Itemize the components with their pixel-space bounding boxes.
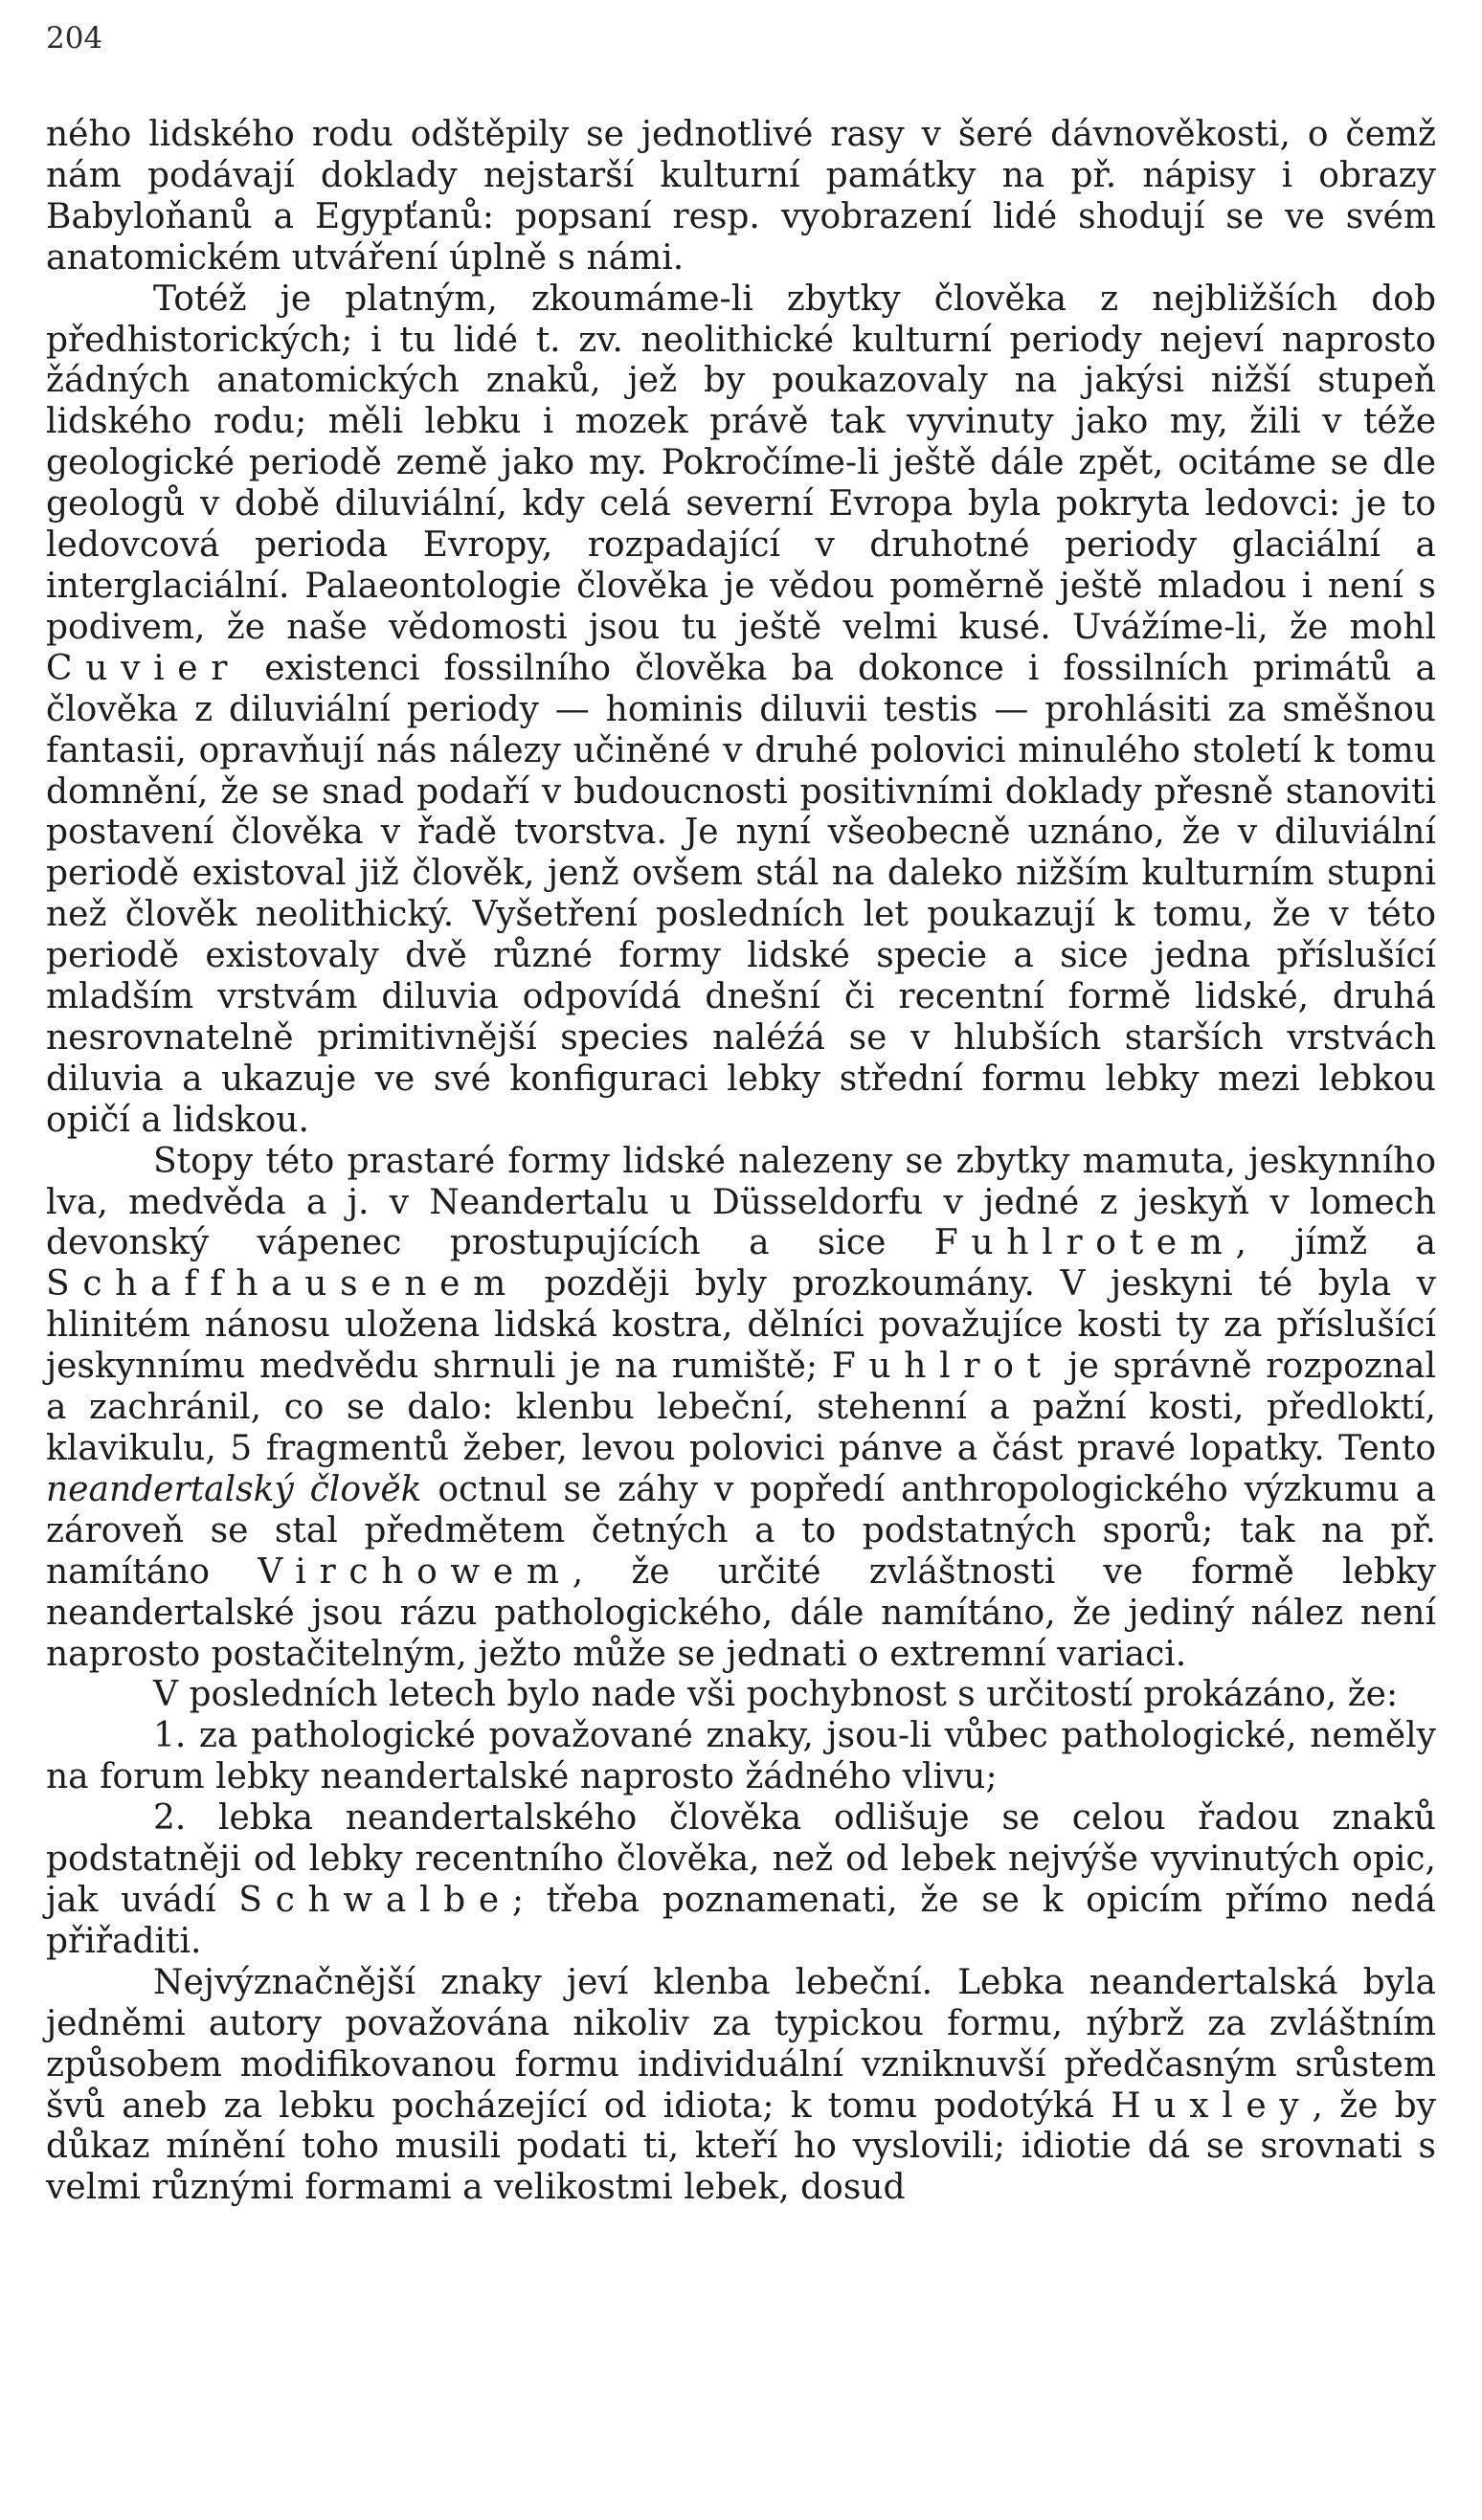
paragraph (46, 1798, 1436, 1963)
spaced-name: Cuvier (46, 648, 241, 688)
text-segment: octnul se záhy v popředí anthropologického výzkumu a zároveň se stal předmětem četných a to podstatných sporů; tak na př. namítáno (46, 1469, 1436, 1592)
text-segment: 2. lebka neandertalského člověka odlišuje se celou řadou znaků podstatněji od lebky recentního člověka, než od lebek nejvýše vyvinutých opic, jak uvádí (46, 1798, 1436, 1920)
spaced-name: Virchowem (258, 1551, 573, 1592)
paragraph (46, 1963, 1436, 2209)
text-segment: později byly prozkoumány. V jeskyni té byla v hlinitém nánosu uložena lidská kostra, dělníci považujíce kosti ty za příslušící jeskynnímu medvědu shrnuli je na rumiště; (46, 1264, 1436, 1387)
paragraph (46, 1142, 1436, 1676)
text-segment: ného lidského rodu odštěpily se jednotlivé rasy v šeré dávnověkosti, o čemž nám podávají doklady nejstarší kulturní památky na př. nápisy i obrazy Babyloňanů a Egypťanů: popsaní resp. vyobrazení lidé shodují se ve svém anatomickém utváření úplně s námi. (46, 115, 1436, 278)
text-segment: je správně rozpoznal a zachránil, co se dalo: klenbu lebeční, stehenní a pažní kosti, předloktí, klavikulu, 5 fragmentů žeber, levou polovici pánve a část pravé lopatky. Tento (46, 1347, 1437, 1468)
spaced-name: Schwalbe (238, 1880, 512, 1920)
text-segment: Totéž je platným, zkoumáme-li zbytky člověka z nejbližších dob předhistorických; i tu lidé t. zv. neolithické kulturní periody nejeví naprosto žádných anatomických znaků, jež by poukazovaly na jakýsi nižší stupeň lidského rodu; měli lebku i mozek právě tak vyvinuty jako my, žili v téže geologické periodě země jako my. Pokročíme-li ještě dále zpět, ocitáme se dle geologů v době diluviální, kdy celá severní Evropa byla pokryta ledovci: je to ledovcová perioda Evropy, rozpadající v druhotné periody glaciální a interglaciální. Palaeontologie člověka je vědou poměrně ještě mladou i není s podivem, že naše vědomosti jsou tu ještě velmi kusé. Uvážíme-li, že mohl (46, 279, 1436, 647)
paragraph (46, 115, 1436, 279)
text-segment: ; třeba poznamenati, že se k opicím přímo nedá přiřaditi. (46, 1880, 1436, 1961)
text-segment: , jímž a (1235, 1223, 1436, 1263)
text-segment: Stopy této prastaré formy lidské nalezeny se zbytky mamuta, jeskynního lva, medvěda a j. v Neandertalu u Düsseldorfu v jedné z jeskyň v lomech devonský vápenec prostupujících a sice (46, 1141, 1436, 1263)
paragraph (46, 1716, 1436, 1798)
text-segment: existenci fossilního člověka ba dokonce i fossilních primátů a člověka z diluviální periody — hominis diluvii testis — prohlásiti za směšnou fantasii, opravňují nás nálezy učiněné v druhé polovici minulého století k tomu domnění, že se snad podaří v budoucnosti positivními doklady přesně stanoviti postavení člověka v řadě tvorstva. Je nyní všeobecně uznáno, že v diluviální periodě existoval již člověk, jenž ovšem stál na daleko nižším kulturním stupni než člověk neolithický. Vyšetření posledních let poukazují k tomu, že v této periodě existovaly dvě různé formy lidské specie a sice jedna příslušící mladším vrstvám diluvia odpovídá dnešní či recentní formě lidské, druhá nesrovnatelně primitivnější species naléźá se v hlubších starších vrstvách diluvia a ukazuje ve své konfiguraci lebky střední formu lebky mezi lebkou opičí a lidskou. (46, 648, 1436, 1140)
paragraph (46, 279, 1436, 1142)
text-segment: 1. za pathologické považované znaky, jsou-li vůbec pathologické, neměly na forum lebky neandertalské naprosto žádného vlivu; (46, 1716, 1436, 1797)
text-segment: , že určité zvláštnosti ve formě lebky neandertalské jsou rázu pathologického, dále namítáno, že jediný nález není naprosto postačitelným, ježto může se jednati o extremní variaci. (46, 1551, 1437, 1674)
spaced-name: Fuhlrotem (933, 1223, 1236, 1263)
paragraph (46, 1675, 1436, 1716)
spaced-name: Schaffhausenem (46, 1264, 519, 1305)
page-number: 204 (46, 21, 103, 56)
text-segment: Nejvýznačnější znaky jeví klenba lebeční. Lebka neandertalská byla jedněmi autory považována nikoliv za typickou formu, nýbrž za zvláštním způsobem modifikovanou formu individuální vzniknuvší předčasným srůstem švů aneb za lebku pocházející od idiota; k tomu podotýká (46, 1962, 1436, 2126)
text-segment: , že by důkaz mínění toho musili podati ti, kteří ho vyslovili; idiotie dá se srovnati s velmi různými formami a velikostmi lebek, dosud (46, 2085, 1437, 2208)
spaced-name: Huxley (1111, 2085, 1313, 2126)
text-segment: V posledních letech bylo nade vši pochybnost s určitostí prokázáno, že: (153, 1675, 1399, 1715)
spaced-name: Fuhlrot (831, 1347, 1054, 1387)
emphasized-term: neandertalský člověk (46, 1469, 422, 1509)
body-text (46, 115, 1436, 2209)
